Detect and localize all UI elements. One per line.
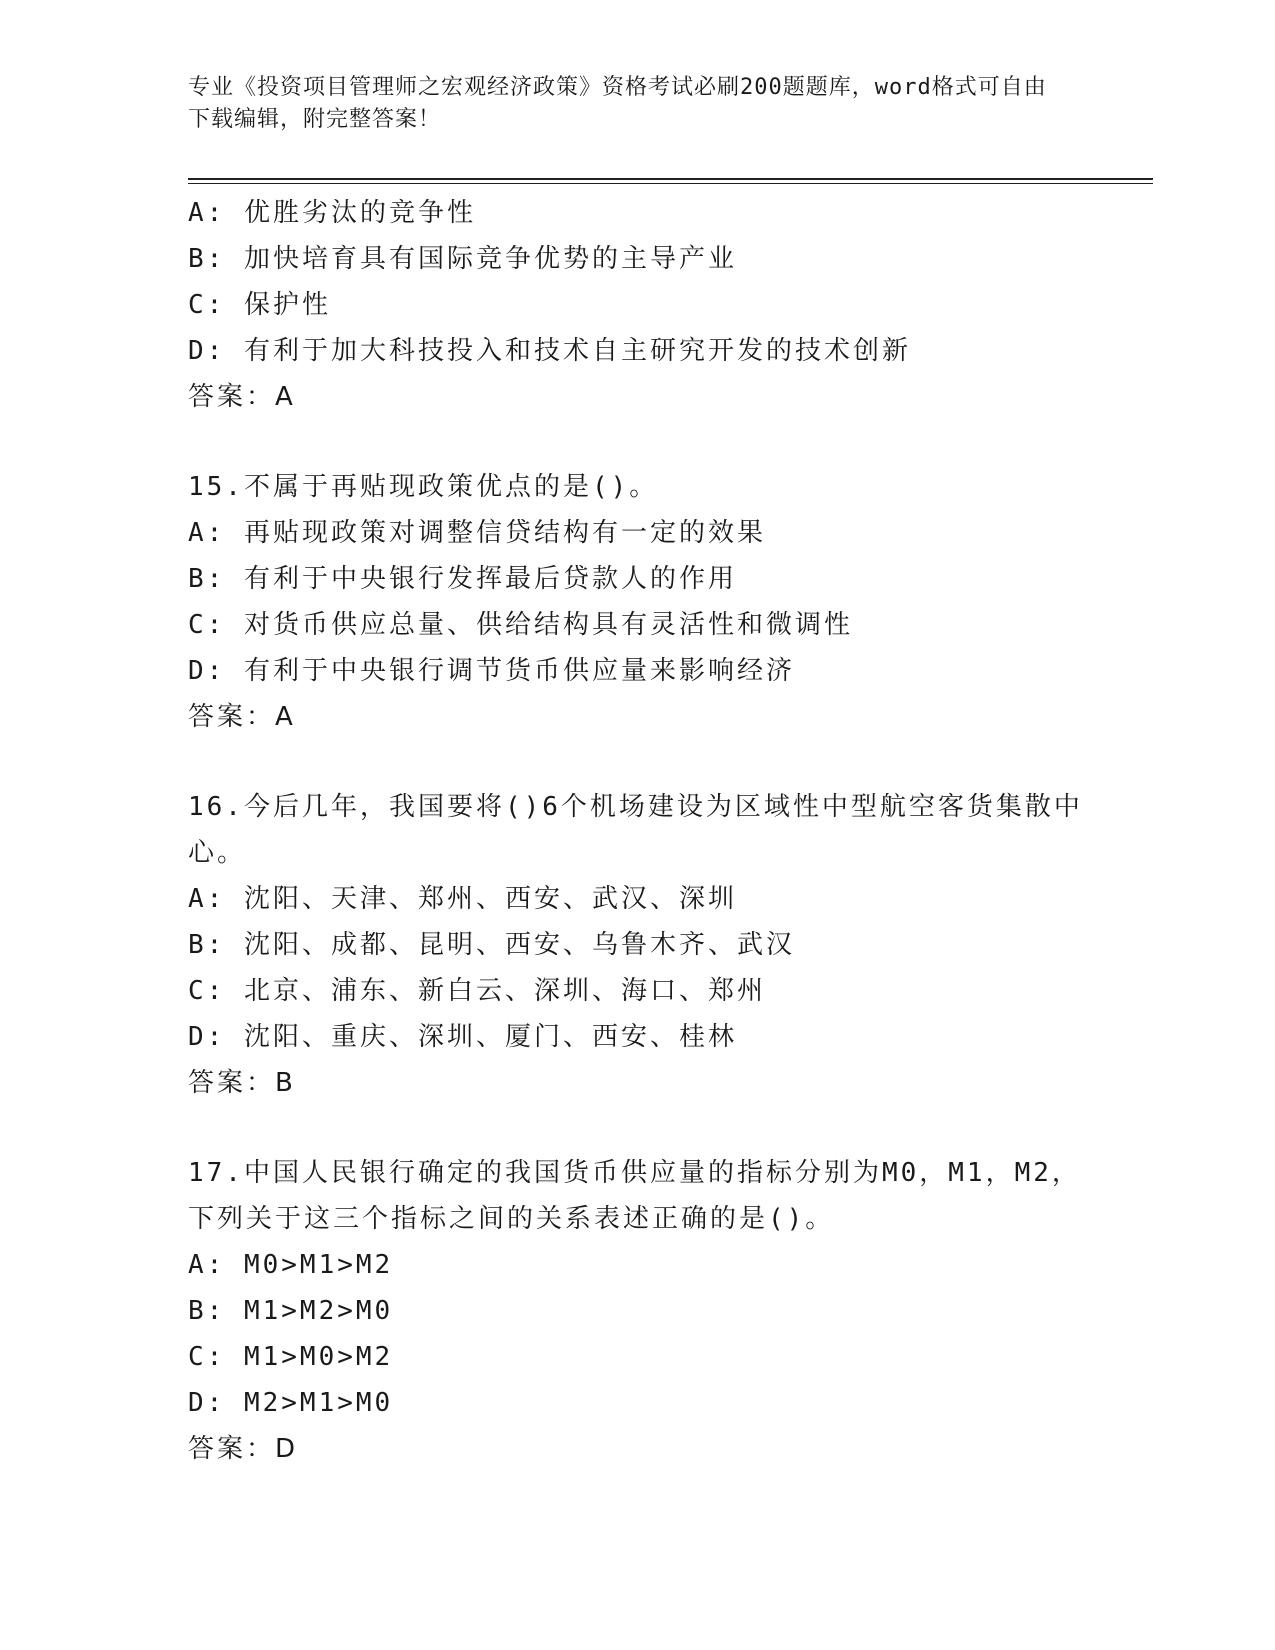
question-stem: 15.不属于再贴现政策优点的是()。 [188, 472, 659, 502]
question-partial [188, 190, 1088, 420]
question-stem: 17.中国人民银行确定的我国货币供应量的指标分别为M0，M1，M2，下列关于这三个指标之间的关系表述正确的是()。 [188, 1158, 1081, 1234]
option-b: B: 沈阳、成都、昆明、西安、乌鲁木齐、武汉 [188, 930, 795, 960]
option-c: C: 对货币供应总量、供给结构具有灵活性和微调性 [188, 610, 853, 640]
option-d: D: M2>M1>M0 [188, 1388, 394, 1418]
option-b: B: 有利于中央银行发挥最后贷款人的作用 [188, 564, 737, 594]
option-d: D: 沈阳、重庆、深圳、厦门、西安、桂林 [188, 1022, 737, 1052]
option-c: C: 北京、浦东、新白云、深圳、海口、郑州 [188, 976, 766, 1006]
question-stem: 16.今后几年，我国要将()6个机场建设为区域性中型航空客货集散中心。 [188, 792, 1083, 868]
header-rule-thin [188, 183, 1153, 184]
option-a: A: M0>M1>M2 [188, 1250, 394, 1280]
option-d: D: 有利于中央银行调节货币供应量来影响经济 [188, 656, 795, 686]
answer: 答案：B [188, 1068, 294, 1098]
question-17 [188, 1150, 1088, 1472]
option-b: B: 加快培育具有国际竞争优势的主导产业 [188, 244, 737, 274]
question-16 [188, 784, 1088, 1106]
answer: 答案：D [188, 1434, 297, 1464]
question-list [188, 190, 1088, 1472]
document-header: 专业《投资项目管理师之宏观经济政策》资格考试必刷200题题库，word格式可自由下载编辑，附完整答案！ [188, 75, 1047, 132]
answer: 答案：A [188, 382, 294, 412]
option-c: C: 保护性 [188, 290, 331, 320]
option-a: A: 优胜劣汰的竞争性 [188, 198, 476, 228]
option-a: A: 沈阳、天津、郑州、西安、武汉、深圳 [188, 884, 737, 914]
option-a: A: 再贴现政策对调整信贷结构有一定的效果 [188, 518, 766, 548]
option-c: C: M1>M0>M2 [188, 1342, 394, 1372]
option-d: D: 有利于加大科技投入和技术自主研究开发的技术创新 [188, 336, 911, 366]
question-15 [188, 464, 1088, 740]
option-b: B: M1>M2>M0 [188, 1296, 394, 1326]
answer: 答案：A [188, 702, 294, 732]
header-rule [188, 178, 1153, 180]
